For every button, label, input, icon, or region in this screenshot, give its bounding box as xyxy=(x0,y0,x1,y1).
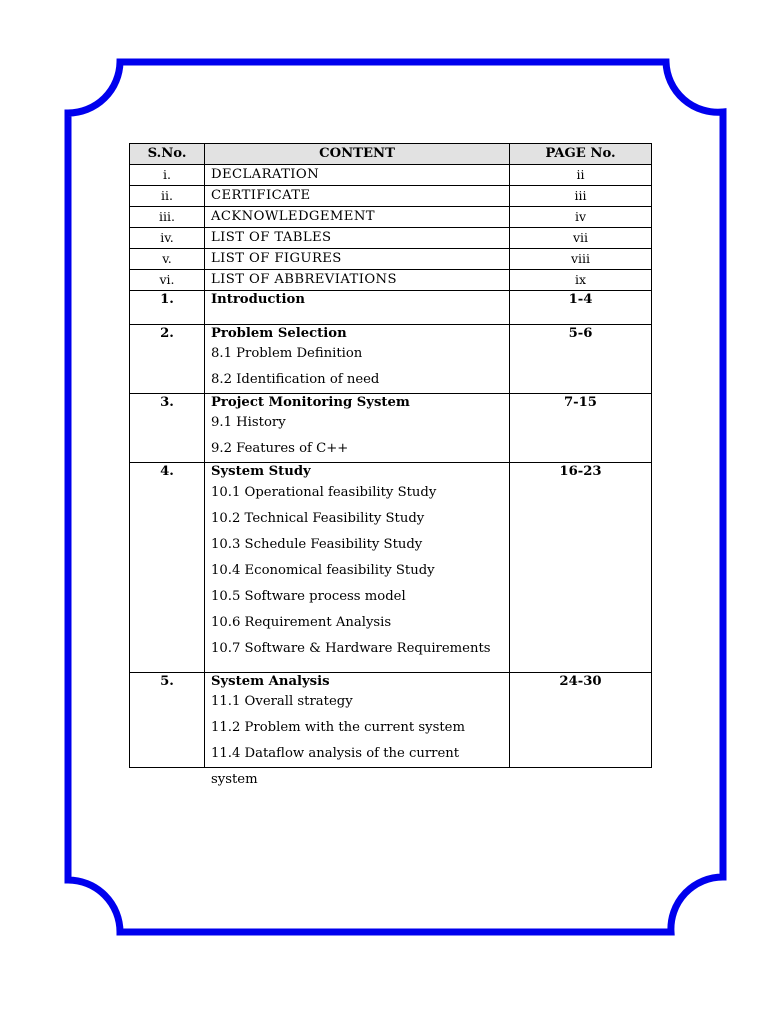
chapter-page: 1-4 xyxy=(510,291,652,325)
table-row xyxy=(130,228,652,249)
row-sno: ii. xyxy=(130,186,205,207)
section-entry: 8.2 Identification of need xyxy=(211,372,380,388)
chapter-row xyxy=(130,463,652,672)
row-page: ii xyxy=(510,165,652,186)
row-page: iv xyxy=(510,207,652,228)
chapter-row xyxy=(130,325,652,394)
section-entry: 10.7 Software & Hardware Requirements xyxy=(211,640,491,656)
row-title: DECLARATION xyxy=(205,165,510,186)
chapter-title: Introduction xyxy=(211,292,305,307)
section-entry: 10.1 Operational feasibility Study xyxy=(211,484,437,500)
chapter-title: System Analysis xyxy=(211,673,330,689)
row-sno: vi. xyxy=(130,270,205,291)
row-title: LIST OF TABLES xyxy=(205,228,510,249)
chapter-sno: 2. xyxy=(130,325,205,394)
spacer xyxy=(211,662,503,672)
table-row xyxy=(130,249,652,270)
row-sno: iv. xyxy=(130,228,205,249)
row-title: LIST OF FIGURES xyxy=(205,249,510,270)
chapter-content xyxy=(205,325,510,394)
table-of-contents xyxy=(129,143,652,787)
section-entry: 10.6 Requirement Analysis xyxy=(211,614,392,630)
section-entry: 11.1 Overall strategy xyxy=(211,693,353,709)
chapter-page: 16-23 xyxy=(510,463,652,672)
section-entry: 10.3 Schedule Feasibility Study xyxy=(211,536,423,552)
chapter-row xyxy=(130,394,652,463)
chapter-content xyxy=(205,291,510,325)
chapter-content xyxy=(205,672,510,787)
row-title: CERTIFICATE xyxy=(205,186,510,207)
front-matter-rows xyxy=(130,165,652,291)
section-entry: 9.2 Features of C++ xyxy=(211,441,349,457)
row-sno: v. xyxy=(130,249,205,270)
header-content: CONTENT xyxy=(205,144,510,165)
section-entry: 11.2 Problem with the current system xyxy=(211,719,465,735)
chapter-row xyxy=(130,291,652,325)
row-sno: iii. xyxy=(130,207,205,228)
table-row xyxy=(130,165,652,186)
row-title: ACKNOWLEDGEMENT xyxy=(205,207,510,228)
section-entry: 8.1 Problem Definition xyxy=(211,346,363,362)
chapter-content xyxy=(205,463,510,672)
chapter-content xyxy=(205,394,510,463)
section-entry: 10.5 Software process model xyxy=(211,588,406,604)
chapter-sno: 3. xyxy=(130,394,205,463)
chapter-sno: 5. xyxy=(130,672,205,767)
chapter-page: 24-30 xyxy=(510,672,652,767)
chapter-rows xyxy=(130,291,652,787)
row-page: vii xyxy=(510,228,652,249)
chapter-title: Project Monitoring System xyxy=(211,395,410,411)
table-row xyxy=(130,270,652,291)
chapter-title: System Study xyxy=(211,464,311,480)
row-sno: i. xyxy=(130,165,205,186)
section-entry: 10.2 Technical Feasibility Study xyxy=(211,510,425,526)
section-entry: 10.4 Economical feasibility Study xyxy=(211,562,435,578)
chapter-sno: 1. xyxy=(130,291,205,325)
chapter-page: 5-6 xyxy=(510,325,652,394)
row-page: ix xyxy=(510,270,652,291)
chapter-sno: 4. xyxy=(130,463,205,672)
row-page: iii xyxy=(510,186,652,207)
chapter-page: 7-15 xyxy=(510,394,652,463)
row-page: viii xyxy=(510,249,652,270)
section-entry: 11.4 Dataflow analysis of the current system xyxy=(211,745,460,787)
chapter-row xyxy=(130,672,652,767)
table-row xyxy=(130,186,652,207)
header-page: PAGE No. xyxy=(510,144,652,165)
table-row xyxy=(130,207,652,228)
section-entry: 9.1 History xyxy=(211,415,286,431)
row-title: LIST OF ABBREVIATIONS xyxy=(205,270,510,291)
chapter-title: Problem Selection xyxy=(211,326,347,341)
header-sno: S.No. xyxy=(130,144,205,165)
header-row xyxy=(130,144,652,165)
